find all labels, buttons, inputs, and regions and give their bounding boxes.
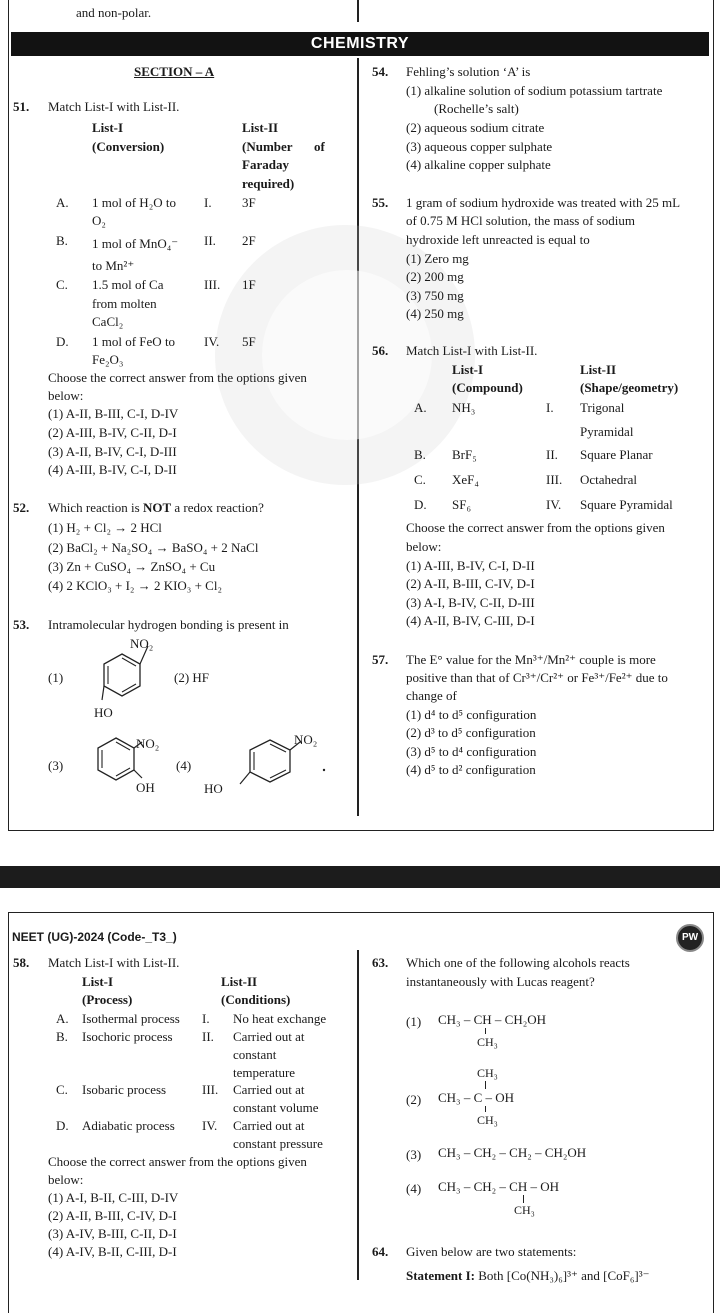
q56-row-a-label: A.	[414, 400, 427, 415]
q58-choose2: below:	[48, 1172, 84, 1187]
q51-row-c-text2: from molten	[92, 296, 157, 311]
q56-row-b-compound: BrF₅	[452, 447, 477, 462]
q63-line-2: instantaneously with Lucas reagent?	[406, 974, 595, 989]
section-a-title: SECTION – A	[134, 64, 215, 79]
q63-option-3[interactable]: (3)	[406, 1147, 422, 1162]
q64-number: 64.	[372, 1244, 389, 1259]
q63-opt3-main: CH₃ – CH₂ – CH₂ – CH₂OH	[438, 1145, 587, 1160]
q51-list2-sub3: Faraday	[242, 157, 289, 172]
q51-list2-sub2: of	[314, 139, 325, 154]
q63-number: 63.	[372, 955, 389, 970]
q51-row-d-label: D.	[56, 334, 69, 349]
q58-row-d-label: D.	[56, 1118, 69, 1133]
q56-row-c-compound: XeF₄	[452, 472, 479, 487]
q51-row-b-label: B.	[56, 233, 68, 248]
q51-row-c-label: C.	[56, 277, 68, 292]
q63-opt4-main: CH₃ – CH₂ – CH – OH	[438, 1179, 560, 1194]
q55-option-3[interactable]: (3) 750 mg	[406, 288, 464, 303]
q54-option-2[interactable]: (2) aqueous sodium citrate	[406, 120, 545, 135]
q58-row-d-process: Adiabatic process	[82, 1118, 175, 1133]
q56-list1-subtitle: (Compound)	[452, 380, 523, 395]
q51-row-b-text: 1 mol of MnO₄⁻	[92, 236, 179, 251]
q55-number: 55.	[372, 195, 389, 210]
q53-stem: Intramolecular hydrogen bonding is present in	[48, 617, 289, 632]
q52-option-3[interactable]: (3) Zn + CuSO₄ → ZnSO₄ + Cu	[48, 559, 216, 574]
q52-stem-c: a redox reaction?	[171, 500, 264, 515]
q56-option-4[interactable]: (4) A-II, B-IV, C-III, D-I	[406, 613, 535, 628]
q55-line-2: of 0.75 M HCl solution, the mass of sodium	[406, 213, 635, 228]
q51-row-c-text3: CaCl₂	[92, 314, 124, 329]
q58-row-b-roman: II.	[202, 1029, 214, 1044]
q57-number: 57.	[372, 652, 389, 667]
q51-row-a-text2: O₂	[92, 213, 106, 228]
q55-option-1[interactable]: (1) Zero mg	[406, 251, 469, 266]
q51-row-d-roman: IV.	[204, 334, 220, 349]
q57-line-2: positive than that of Cr³⁺/Cr²⁺ or Fe³⁺/Fe²⁺ due to	[406, 670, 668, 685]
q56-row-c-shape: Octahedral	[580, 472, 638, 487]
q58-list2-subtitle: (Conditions)	[221, 992, 291, 1007]
q56-row-a-shape: Trigonal	[580, 400, 625, 415]
q63-option-4[interactable]: (4)	[406, 1181, 422, 1196]
page-gap-band	[0, 866, 720, 888]
page-two-column-divider	[357, 950, 359, 1280]
pw-logo-icon	[676, 924, 704, 952]
q56-list2-title: List-II	[580, 362, 617, 377]
q58-option-4[interactable]: (4) A-IV, B-II, C-III, D-I	[48, 1244, 177, 1259]
q58-option-3[interactable]: (3) A-IV, B-III, C-II, D-I	[48, 1226, 177, 1241]
q58-option-1[interactable]: (1) A-I, B-II, C-III, D-IV	[48, 1190, 179, 1205]
q53-opt3-no2: NO₂	[136, 736, 160, 751]
q56-row-b-shape: Square Planar	[580, 447, 653, 462]
q51-option-2[interactable]: (2) A-III, B-IV, C-II, D-I	[48, 425, 177, 440]
q54-stem: Fehling’s solution ‘A’ is	[406, 64, 531, 79]
q58-option-2[interactable]: (2) A-II, B-III, C-IV, D-I	[48, 1208, 177, 1223]
q51-list2-title: List-II	[242, 120, 279, 135]
q53-opt1-ho: HO	[94, 705, 113, 720]
q56-option-2[interactable]: (2) A-II, B-III, C-IV, D-I	[406, 576, 535, 591]
q51-row-a-text: 1 mol of H₂O to	[92, 195, 176, 210]
q56-row-c-roman: III.	[546, 472, 563, 487]
q58-row-a-label: A.	[56, 1011, 69, 1026]
q58-row-b-process: Isochoric process	[82, 1029, 173, 1044]
q58-row-c-condition-1: Carried out at	[233, 1082, 305, 1097]
q52-number: 52.	[13, 500, 30, 515]
q64-statement-1	[406, 1268, 649, 1283]
q54-option-1-cont: (Rochelle’s salt)	[434, 101, 519, 116]
q63-line-1: Which one of the following alcohols reacts	[406, 955, 630, 970]
q51-row-a-roman: I.	[204, 195, 212, 210]
q63-opt2-bond-bottom	[485, 1106, 486, 1112]
q56-row-b-label: B.	[414, 447, 426, 462]
q63-opt1-branch: CH₃	[477, 1035, 498, 1049]
q51-list1-subtitle: (Conversion)	[92, 139, 165, 154]
q53-opt4-ho: HO	[204, 781, 223, 796]
q58-row-d-condition-2: constant pressure	[233, 1136, 323, 1151]
q58-row-b-condition-2: constant	[233, 1047, 277, 1062]
q53-option-3[interactable]: (3)	[48, 758, 64, 773]
q51-choose: Choose the correct answer from the options given	[48, 370, 307, 385]
q56-row-d-shape: Square Pyramidal	[580, 497, 673, 512]
q57-option-2[interactable]: (2) d³ to d⁵ configuration	[406, 725, 536, 740]
q51-row-d-value: 5F	[242, 334, 256, 349]
q56-row-c-label: C.	[414, 472, 426, 487]
q58-list1-title: List-I	[82, 974, 114, 989]
q58-row-a-condition: No heat exchange	[233, 1011, 327, 1026]
q55-option-2[interactable]: (2) 200 mg	[406, 269, 464, 284]
q58-row-c-condition-2: constant volume	[233, 1100, 319, 1115]
q51-row-b-value: 2F	[242, 233, 256, 248]
q58-row-c-roman: III.	[202, 1082, 219, 1097]
q51-stem: Match List-I with List-II.	[48, 99, 180, 114]
q56-row-b-roman: II.	[546, 447, 558, 462]
q58-stem: Match List-I with List-II.	[48, 955, 180, 970]
q56-row-d-roman: IV.	[546, 497, 562, 512]
q58-row-c-process: Isobaric process	[82, 1082, 167, 1097]
q58-choose: Choose the correct answer from the options given	[48, 1154, 307, 1169]
q58-row-a-process: Isothermal process	[82, 1011, 180, 1026]
q63-opt2-bond-top	[485, 1081, 486, 1089]
q58-row-d-roman: IV.	[202, 1118, 218, 1133]
q56-row-a-roman: I.	[546, 400, 554, 415]
q63-opt1-main: CH₃ – CH – CH₂OH	[438, 1012, 547, 1027]
q51-option-1[interactable]: (1) A-II, B-III, C-I, D-IV	[48, 406, 179, 421]
q56-row-d-compound: SF₆	[452, 497, 471, 512]
q53-opt4-no2: NO₂	[294, 732, 318, 747]
previous-text: and non-polar.	[76, 5, 152, 20]
q51-row-a-label: A.	[56, 195, 69, 210]
q58-row-b-label: B.	[56, 1029, 68, 1044]
q55-line-3: hydroxide left unreacted is equal to	[406, 232, 590, 247]
q63-opt1-bond	[485, 1028, 486, 1034]
q51-row-c-value: 1F	[242, 277, 256, 292]
q56-choose: Choose the correct answer from the options given	[406, 520, 665, 535]
q51-list1-title: List-I	[92, 120, 124, 135]
q63-opt4-bond	[523, 1195, 524, 1203]
q56-choose2: below:	[406, 539, 442, 554]
q57-option-3[interactable]: (3) d⁵ to d⁴ configuration	[406, 744, 537, 759]
q51-row-c-roman: III.	[204, 277, 221, 292]
q56-option-1[interactable]: (1) A-III, B-IV, C-I, D-II	[406, 558, 535, 573]
q51-number: 51.	[13, 99, 30, 114]
q58-list1-subtitle: (Process)	[82, 992, 133, 1007]
q55-line-1: 1 gram of sodium hydroxide was treated with 25 mL	[406, 195, 681, 210]
q56-row-d-label: D.	[414, 497, 427, 512]
q51-row-a-value: 3F	[242, 195, 256, 210]
pw-logo-text: PW	[681, 932, 699, 943]
q63-opt2-main: CH₃ – C – OH	[438, 1090, 515, 1105]
q64-statement-label: Statement I:	[406, 1268, 475, 1283]
q58-row-b-condition-1: Carried out at	[233, 1029, 305, 1044]
q51-row-b-roman: II.	[204, 233, 216, 248]
q52-option-4[interactable]: (4) 2 KClO₃ + I₂ → 2 KIO₃ + Cl₂	[48, 578, 222, 593]
q55-option-4[interactable]: (4) 250 mg	[406, 306, 464, 321]
q56-stem: Match List-I with List-II.	[406, 343, 538, 358]
q63-option-2[interactable]: (2)	[406, 1092, 422, 1107]
q52-stem-a: Which reaction is	[48, 500, 143, 515]
q51-row-c-text: 1.5 mol of Ca	[92, 277, 164, 292]
q56-row-a-shape2: Pyramidal	[580, 424, 634, 439]
q51-row-b-text2: to Mn²⁺	[92, 258, 135, 273]
page-two-header: NEET (UG)-2024 (Code-_T3_)	[12, 930, 177, 944]
q53-opt3-oh: OH	[136, 780, 155, 795]
q64-statement-text: Both [Co(NH₃)₆]³⁺ and [CoF₆]³⁻	[474, 1268, 650, 1283]
q57-line-3: change of	[406, 688, 457, 703]
chemistry-header: CHEMISTRY	[11, 32, 709, 56]
q63-opt2-top: CH₃	[477, 1066, 498, 1080]
q57-line-1: The E° value for the Mn³⁺/Mn²⁺ couple is more	[406, 652, 656, 667]
q56-number: 56.	[372, 343, 389, 358]
q54-option-1[interactable]: (1) alkaline solution of sodium potassium tartrate	[406, 83, 663, 98]
q63-option-1[interactable]: (1)	[406, 1014, 422, 1029]
q52-stem	[48, 500, 264, 515]
q58-row-d-condition-1: Carried out at	[233, 1118, 305, 1133]
q51-row-d-text2: Fe₂O₃	[92, 352, 124, 367]
q54-option-3[interactable]: (3) aqueous copper sulphate	[406, 139, 553, 154]
q58-row-a-roman: I.	[202, 1011, 210, 1026]
q63-opt4-branch: CH₃	[514, 1203, 535, 1217]
q56-list2-subtitle: (Shape/geometry)	[580, 380, 679, 395]
q51-option-3[interactable]: (3) A-II, B-IV, C-I, D-III	[48, 444, 177, 459]
q58-number: 58.	[13, 955, 30, 970]
q53-number: 53.	[13, 617, 30, 632]
q54-number: 54.	[372, 64, 389, 79]
q56-list1-title: List-I	[452, 362, 484, 377]
q53-opt1-no2: NO₂	[130, 636, 154, 651]
q57-option-1[interactable]: (1) d⁴ to d⁵ configuration	[406, 707, 537, 722]
q53-option-4[interactable]: (4)	[176, 758, 192, 773]
page-one-column-divider	[357, 0, 359, 22]
q57-option-4[interactable]: (4) d⁵ to d² configuration	[406, 762, 536, 777]
q56-option-3[interactable]: (3) A-I, B-IV, C-II, D-III	[406, 595, 535, 610]
q58-row-c-label: C.	[56, 1082, 68, 1097]
q51-list2-sub4: required)	[242, 176, 295, 191]
q64-stem: Given below are two statements:	[406, 1244, 577, 1259]
q56-row-a-compound: NH₃	[452, 400, 476, 415]
q63-opt2-bottom: CH₃	[477, 1113, 498, 1127]
q58-list2-title: List-II	[221, 974, 258, 989]
q51-row-d-text: 1 mol of FeO to	[92, 334, 176, 349]
q54-option-4[interactable]: (4) alkaline copper sulphate	[406, 157, 551, 172]
q52-option-2[interactable]: (2) BaCl₂ + Na₂SO₄ → BaSO₄ + 2 NaCl	[48, 540, 259, 555]
q53-option-2[interactable]: (2) HF	[174, 670, 210, 685]
q52-stem-not: NOT	[142, 500, 172, 515]
q51-choose2: below:	[48, 388, 84, 403]
q53-option-1[interactable]: (1)	[48, 670, 64, 685]
q52-option-1[interactable]: (1) H₂ + Cl₂ → 2 HCl	[48, 520, 162, 535]
q51-option-4[interactable]: (4) A-III, B-IV, C-I, D-II	[48, 462, 177, 477]
q51-list2-sub1: (Number	[242, 139, 293, 154]
q58-row-b-condition-3: temperature	[233, 1065, 296, 1080]
